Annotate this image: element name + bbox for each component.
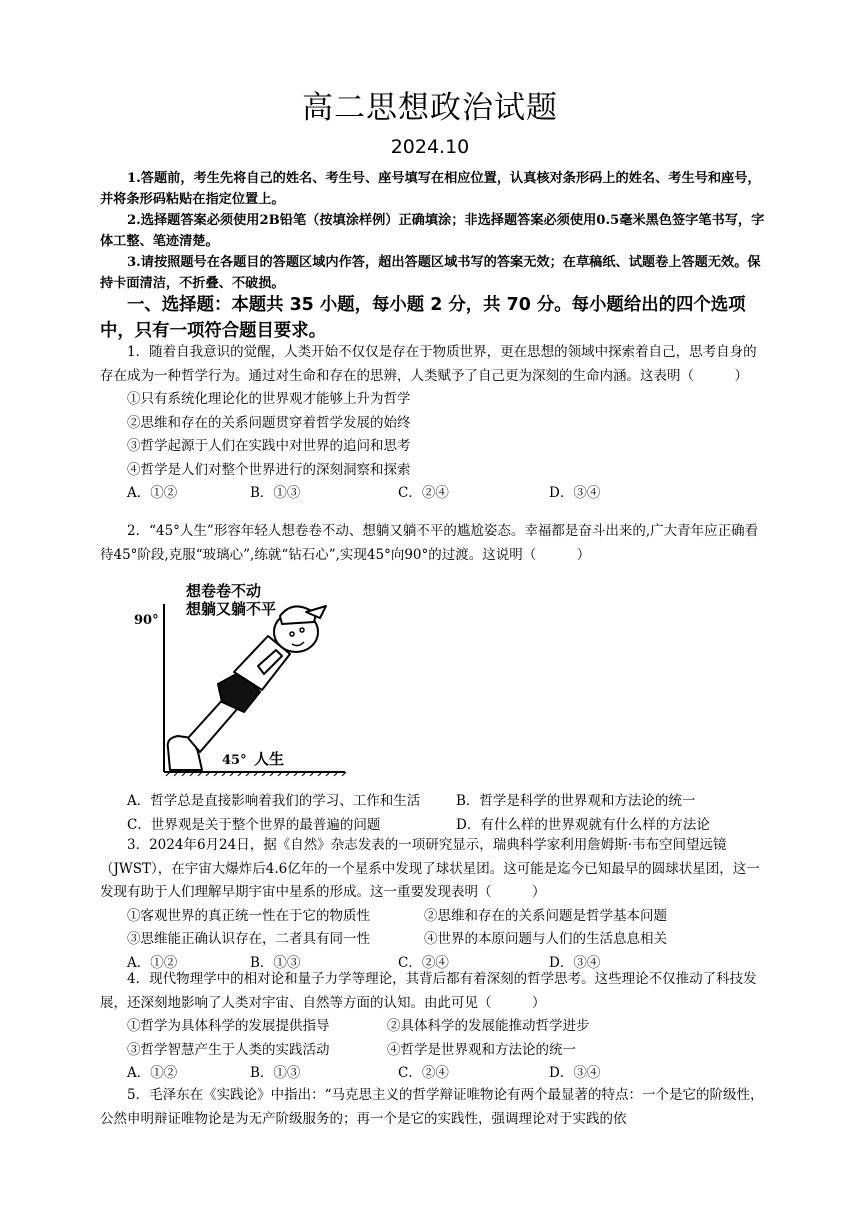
question-stem: 4．现代物理学中的相对论和量子力学等理论，其背后都有着深刻的哲学思考。这些理论不仅推动了科技发展，还深刻地影响了人类对宇宙、自然等方面的认知。由此可见（ ）: [100, 971, 757, 1011]
statements-row-1: [100, 1015, 766, 1039]
label-life: 人生: [254, 750, 285, 768]
choice-b: B．①③: [250, 485, 301, 501]
answer-choices: [100, 482, 766, 506]
statements-row-1: [100, 905, 766, 929]
statement-2: ②思维和存在的关系问题贯穿着哲学发展的始终: [127, 414, 411, 431]
question-stem: 3．2024年6月24日，据《自然》杂志发表的一项研究显示，瑞典科学家利用詹姆斯·韦布空间望远镜（JWST），在宇宙大爆炸后4.6亿年的一个星系中发现了球状星团。这可能是迄今已知最早的圆球状星团，这一发现有助于人们理解早期宇宙中星系的形成。这一重要发现表明（ ）: [100, 837, 760, 900]
caption-line-1: 想卷卷不动: [186, 582, 262, 600]
question-stem: 5．毛泽东在《实践论》中指出：“马克思主义的哲学辩证唯物论有两个最显著的特点：一个是它的阶级性，公然申明辩证唯物论是为无产阶级服务的；再一个是它的实践性，强调理论对于实践的依: [100, 1087, 764, 1127]
choice-a: A．①②: [127, 485, 178, 501]
statement-1: ①客观世界的真正统一性在于它的物质性: [127, 907, 370, 924]
cartoon-45-degree-life: [130, 576, 350, 781]
page-title: 高二思想政治试题: [302, 90, 558, 126]
answer-choices-row-1: [100, 790, 766, 814]
statement-1: ①只有系统化理论化的世界观才能够上升为哲学: [127, 391, 411, 407]
instruction-3: 3.请按照题号在各题目的答题区域内作答，超出答题区域书写的答案无效；在草稿纸、试题卷上答题无效。保持卡面清洁，不折叠、不破损。: [100, 255, 761, 291]
statement-3: ③哲学智慧产生于人类的实践活动: [127, 1041, 330, 1058]
choice-a: A．①②: [127, 954, 178, 971]
label-90-degree: 90°: [134, 613, 159, 628]
question-5: [100, 1084, 766, 1131]
instructions: [100, 168, 766, 294]
question-2: [100, 520, 766, 567]
question-stem: 2．“45°人生”形容年轻人想卷卷不动、想躺又躺不平的尴尬姿态。幸福都是奋斗出来的,广大青年应正确看待45°阶段,克服“玻璃心”,练就“钻石心”,实现45°向90°的过渡。这说明（ ）: [100, 523, 759, 563]
choice-c: C．②④: [398, 485, 449, 501]
statement-4: ④世界的本原问题与人们的生活息息相关: [424, 931, 667, 947]
question-2-choices: [100, 790, 766, 837]
statements-row-2: [100, 1039, 766, 1063]
choice-d: D．③④: [549, 954, 601, 971]
caption-line-2: 想躺又躺不平: [186, 600, 277, 618]
choice-b: B．哲学是科学的世界观和方法论的统一: [456, 793, 696, 809]
instruction-2: 2.选择题答案必须使用2B铅笔（按填涂样例）正确填涂；非选择题答案必须使用0.5毫米黑色签字笔书写，字体工整、笔迹清楚。: [100, 213, 765, 249]
cartoon-illustration: [130, 576, 350, 781]
choice-a: A．①②: [127, 1065, 178, 1081]
choice-d: D．③④: [549, 1065, 601, 1081]
statement-1: ①哲学为具体科学的发展提供指导: [127, 1018, 330, 1034]
choice-d: D．有什么样的世界观就有什么样的方法论: [456, 816, 710, 833]
choice-a: A．哲学总是直接影响着我们的学习、工作和生活: [127, 793, 421, 809]
choice-b: B．①③: [250, 1065, 301, 1081]
choice-c: C．②④: [398, 1065, 449, 1081]
question-stem: 1．随着自我意识的觉醒，人类开始不仅仅是存在于物质世界，更在思想的领域中探索着自己，思考自身的存在成为一种哲学行为。通过对生命和存在的思辨，人类赋予了自己更为深刻的生命内涵。这表明（ ）: [100, 344, 757, 384]
choice-c: C．世界观是关于整个世界的最普遍的问题: [127, 816, 381, 833]
question-3: [100, 834, 766, 975]
statement-3: ③思维能正确认识存在，二者具有同一性: [127, 931, 370, 947]
statement-2: ②思维和存在的关系问题是哲学基本问题: [424, 907, 667, 924]
section-heading: 一、选择题：本题共 35 小题，每小题 2 分，共 70 分。每小题给出的四个选项中，只有一项符合题目要求。: [100, 295, 746, 341]
label-45-degree: 45°: [222, 753, 247, 768]
choice-c: C．②④: [398, 954, 449, 971]
statement-4: ④哲学是世界观和方法论的统一: [387, 1041, 576, 1058]
exam-date: 2024.10: [390, 136, 470, 158]
instruction-1: 1.答题前，考生先将自己的姓名、考生号、座号填写在相应位置，认真核对条形码上的姓名、考生号和座号，并将条形码粘贴在指定位置上。: [100, 171, 761, 207]
choice-d: D．③④: [549, 485, 601, 501]
answer-choices: [100, 1062, 766, 1086]
question-1: [100, 341, 766, 506]
statements-row-2: [100, 928, 766, 952]
choice-b: B．①③: [250, 954, 301, 971]
statement-3: ③哲学起源于人们在实践中对世界的追问和思考: [127, 438, 411, 454]
statement-4: ④哲学是人们对整个世界进行的深刻洞察和探索: [127, 461, 411, 478]
question-4: [100, 968, 766, 1086]
statement-2: ②具体科学的发展能推动哲学进步: [387, 1018, 590, 1034]
